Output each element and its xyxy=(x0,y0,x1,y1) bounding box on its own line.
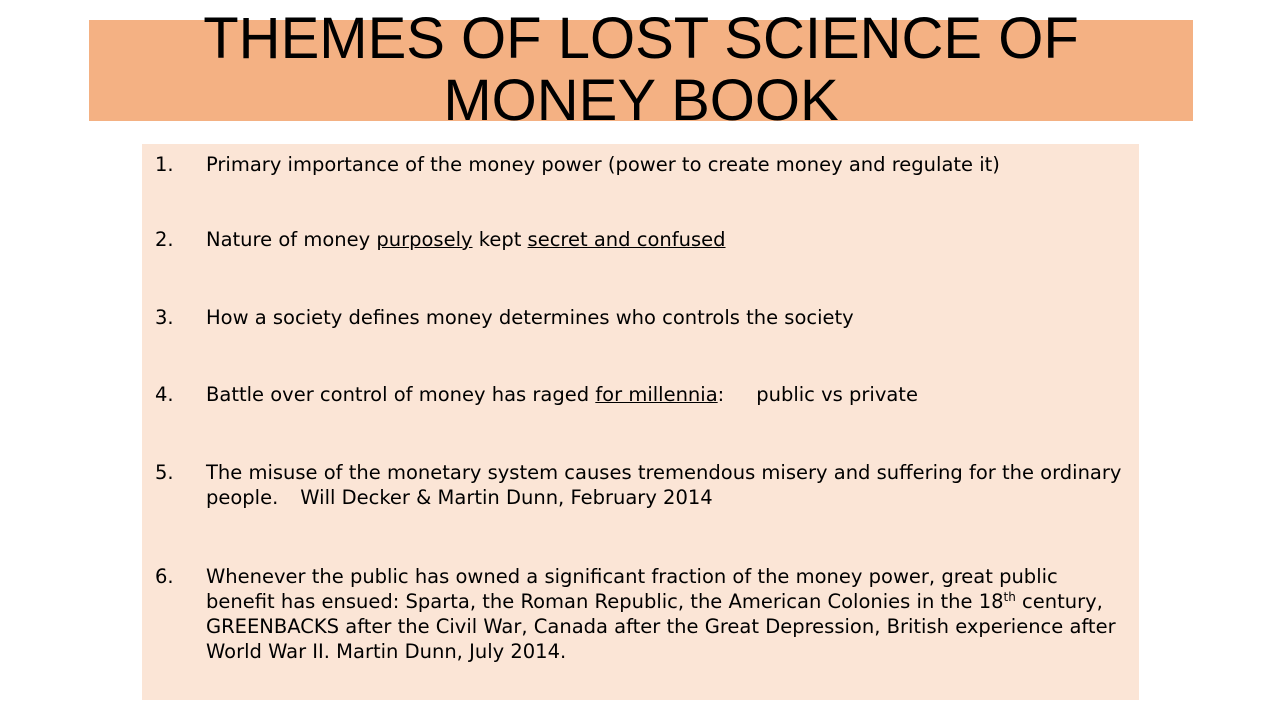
item-number: 6. xyxy=(155,565,174,588)
item-number: 1. xyxy=(155,153,174,176)
list-item-3 xyxy=(155,305,1130,330)
list-item-1 xyxy=(155,152,1130,177)
list-item-6 xyxy=(155,564,1130,664)
list-item-4 xyxy=(155,382,1130,407)
item-text: The misuse of the monetary system causes tremendous misery and suffering for the ordinary people. Will Decker & Martin Dunn, February 2014 xyxy=(206,461,1122,509)
item-text: Whenever the public has owned a significant fraction of the money power, great public benefit has ensued: Sparta, the Roman Republic, the American Colonies in the 18th century, GREENBACKS after the Civil War, Canada after the Great Depression, British experience after World War II. Martin Dunn, July 2014. xyxy=(206,565,1116,663)
list-item-2 xyxy=(155,227,1130,252)
item-number: 2. xyxy=(155,228,174,251)
underlined-text: for millennia xyxy=(595,383,718,406)
superscript: th xyxy=(1003,590,1016,604)
underlined-text: purposely xyxy=(376,228,473,251)
slide-title: THEMES OF LOST SCIENCE OF MONEY BOOK xyxy=(203,6,1079,133)
list-item-5 xyxy=(155,460,1130,510)
item-text: How a society defines money determines who controls the society xyxy=(206,306,854,329)
themes-panel xyxy=(142,144,1139,700)
attribution: Will Decker & Martin Dunn, February 2014 xyxy=(300,486,713,509)
item-text: Battle over control of money has raged for millennia: public vs private xyxy=(206,383,918,406)
item-number: 3. xyxy=(155,306,174,329)
item-number: 5. xyxy=(155,461,174,484)
underlined-text: secret and confused xyxy=(527,228,726,251)
item-number: 4. xyxy=(155,383,174,406)
item-text: Primary importance of the money power (power to create money and regulate it) xyxy=(206,153,1000,176)
item-text: Nature of money purposely kept secret and confused xyxy=(206,228,726,251)
